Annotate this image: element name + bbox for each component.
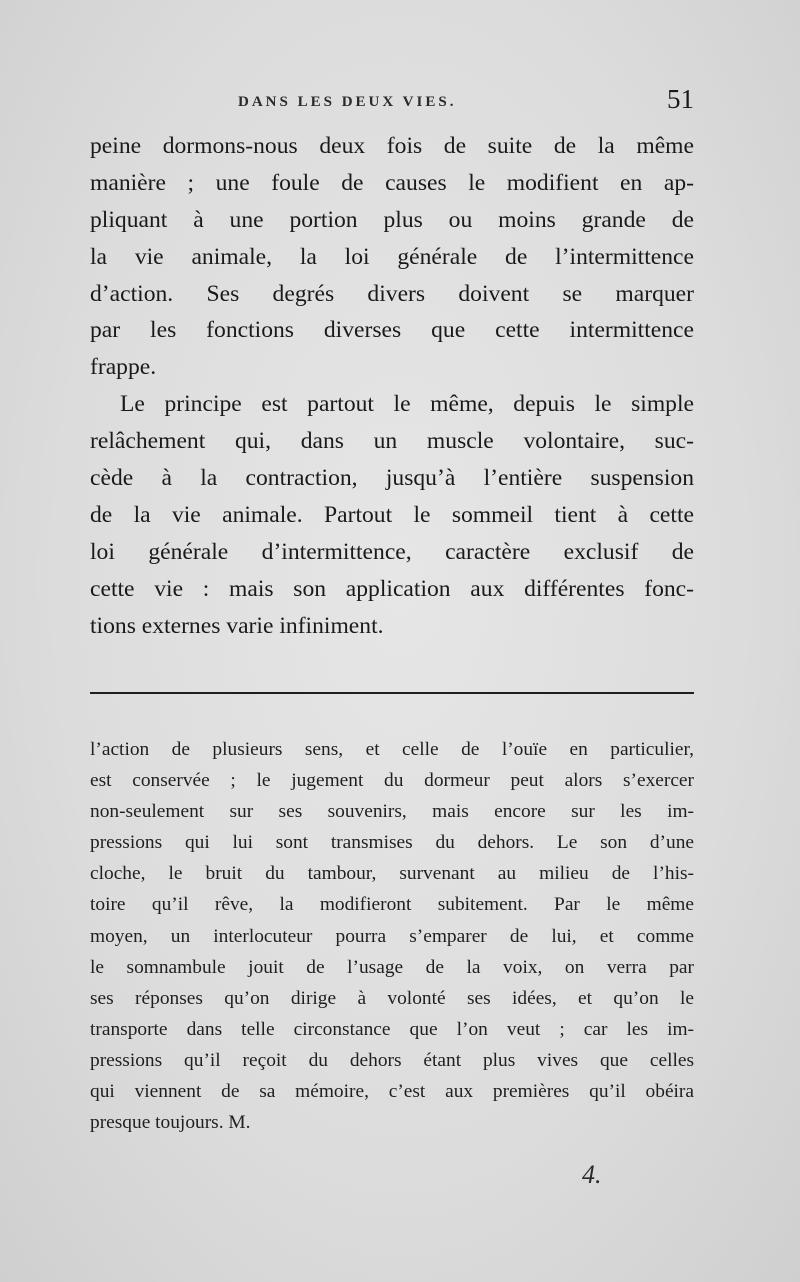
text-line: loi générale d’intermittence, caractère exclusif de: [90, 538, 694, 565]
footnote-line: est conservée ; le jugement du dormeur peut alors s’exercer: [90, 770, 694, 792]
running-title: DANS LES DEUX VIES.: [238, 94, 457, 110]
text-line: pliquant à une portion plus ou moins grande de: [90, 206, 694, 233]
text-line: cède à la contraction, jusqu’à l’entière suspension: [90, 465, 694, 492]
text-line: manière ; une foule de causes le modifient en ap-: [90, 169, 694, 196]
page-number: 51: [667, 84, 694, 114]
text-line: la vie animale, la loi générale de l’intermittence: [90, 243, 694, 270]
footnote-line: qui viennent de sa mémoire, c’est aux premières qu’il obéira: [90, 1081, 694, 1103]
footnote-separator: [90, 692, 694, 694]
paragraph-first-line: Le principe est partout le même, depuis le simple: [120, 391, 694, 418]
running-head: [90, 84, 694, 118]
footnote-line: non-seulement sur ses souvenirs, mais encore sur les im-: [90, 801, 694, 823]
signature-mark: 4.: [582, 1160, 602, 1189]
text-line: tions externes varie infiniment.: [90, 612, 384, 639]
footnote-line: pressions qui lui sont transmises du dehors. Le son d’une: [90, 832, 694, 854]
footnote-line: transporte dans telle circonstance que l’on veut ; car les im-: [90, 1018, 694, 1040]
text-line: par les fonctions diverses que cette intermittence: [90, 317, 694, 344]
text-line: cette vie : mais son application aux différentes fonc-: [90, 575, 694, 602]
footnote-line: ses réponses qu’on dirige à volonté ses idées, et qu’on le: [90, 987, 694, 1009]
footnote-line: toire qu’il rêve, la modifieront subitement. Par le même: [90, 894, 694, 916]
text-line: de la vie animale. Partout le sommeil tient à cette: [90, 501, 694, 528]
footnote-line: le somnambule jouit de l’usage de la voix, on verra par: [90, 956, 694, 978]
text-line: peine dormons-nous deux fois de suite de la même: [90, 133, 694, 159]
text-line: frappe.: [90, 354, 157, 381]
footnote-line: cloche, le bruit du tambour, survenant au milieu de l’his-: [90, 863, 694, 885]
footnote-line: l’action de plusieurs sens, et celle de l’ouïe en particulier,: [90, 739, 694, 760]
footnote-line: presque toujours. M.: [90, 1112, 251, 1134]
text-line: relâchement qui, dans un muscle volontaire, suc-: [90, 428, 694, 455]
main-text: [90, 128, 694, 644]
footnote-line: moyen, un interlocuteur pourra s’emparer de lui, et comme: [90, 925, 694, 947]
text-line: d’action. Ses degrés divers doivent se marquer: [90, 280, 694, 307]
footnote: [90, 734, 694, 1138]
footnote-line: pressions qu’il reçoit du dehors étant plus vives que celles: [90, 1049, 694, 1071]
